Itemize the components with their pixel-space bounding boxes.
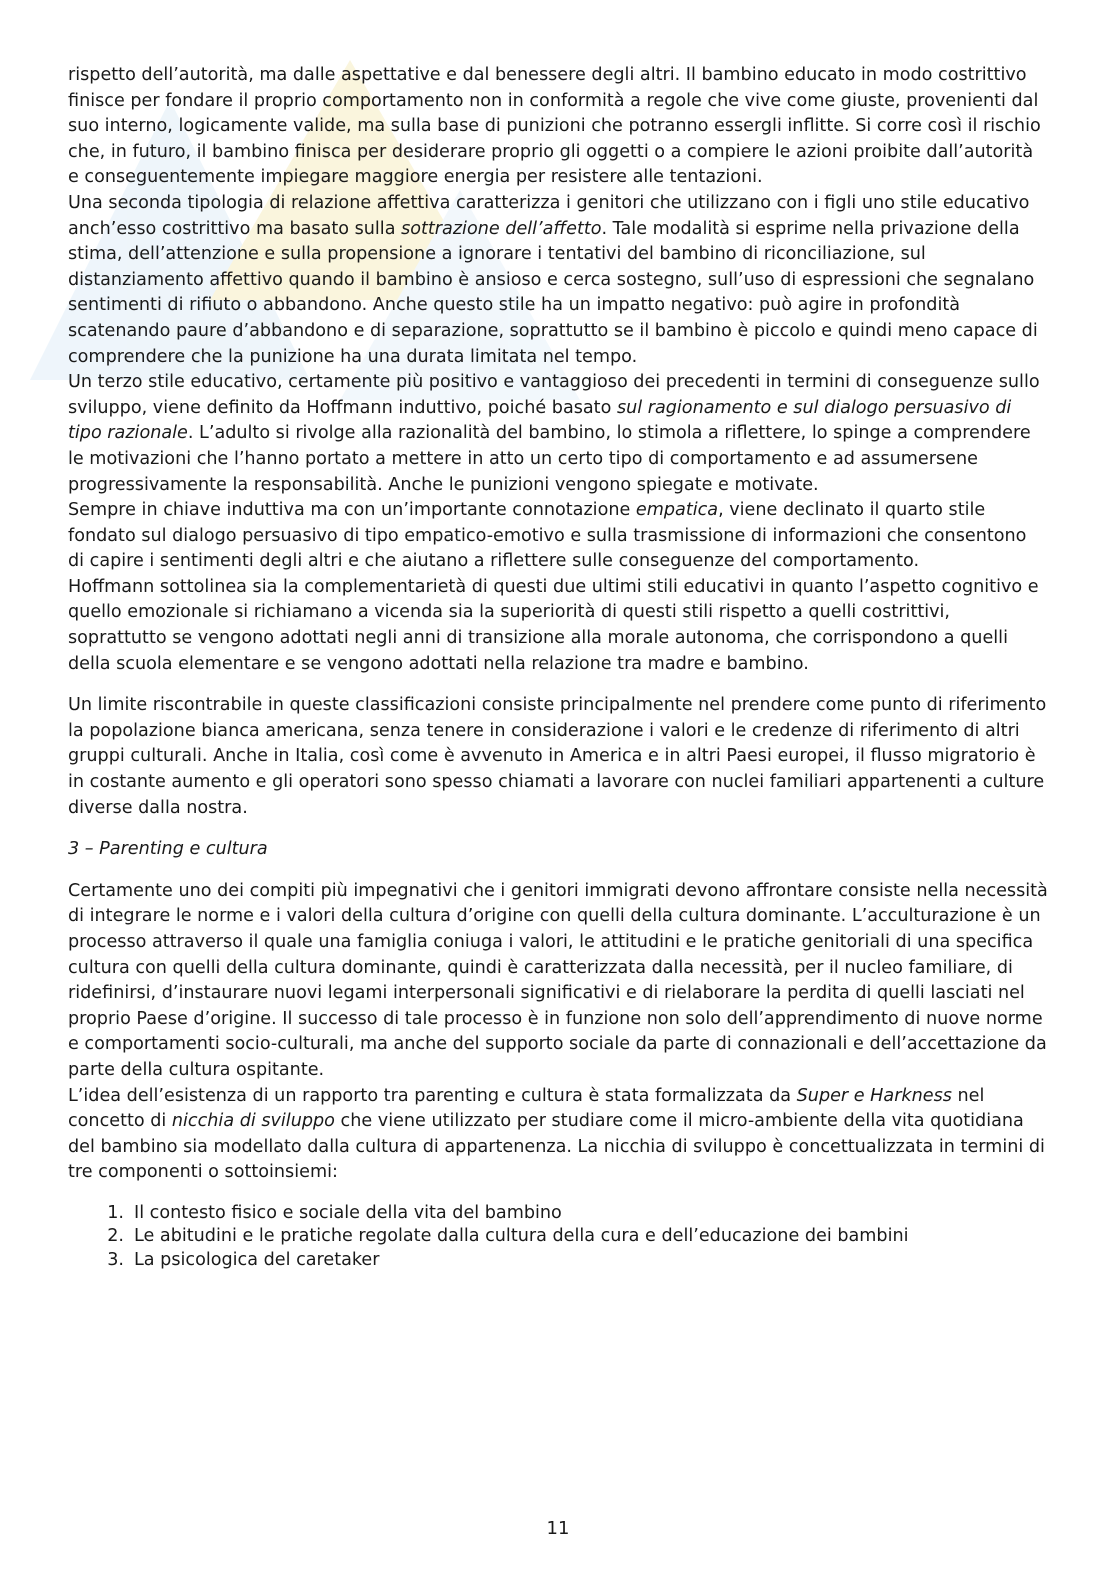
paragraph-gap — [68, 821, 1048, 837]
paragraph-3-emphasis: sul ragionamento e sul dialogo persuasivo di tipo razionale — [68, 397, 1012, 444]
list-item — [68, 1225, 1048, 1249]
list-item — [68, 1249, 1048, 1273]
paragraph-6-text: Un limite riscontrabile in queste classificazioni consiste principalmente nel prendere come punto di riferimento la popolazione bianca americana, senza tenere in considerazione i valori e le credenze di riferimento di altri gruppi culturali. Anche in Italia, così come è avvenuto in America e in altri Paesi europei, il flusso migratorio è in costante aumento e gli operatori sono spesso chiamati a lavorare con nuclei familiari appartenenti a culture diverse dalla nostra. — [68, 695, 1047, 818]
paragraph-2-text-b: . Tale modalità si esprime nella privazione della stima, dell’attenzione e sulla propensione a ignorare i tentativi del bambino di riconciliazione, sul distanziamento affettivo quando il bambino è ansioso e cerca sostegno, sull’uso di espressioni che segnalano sentimenti di rifiuto o abbandono. Anche questo stile ha un impatto negativo: può agire in profondità scatenando paure d’abbandono e di separazione, soprattutto se il bambino è piccolo e quindi meno capace di comprendere che la punizione ha una durata limitata nel tempo. — [68, 218, 1038, 367]
paragraph-5-text: Hoffmann sottolinea sia la complementarietà di questi due ultimi stili educativi in quanto l’aspetto cognitivo e quello emozionale si richiamano a vicenda sia la superiorità di questi stili rispetto a quelli costrittivi, soprattutto se vengono adottati negli anni di transizione alla morale autonoma, che corrispondono a quelli della scuola elementare e se vengono adottati nella relazione tra madre e bambino. — [68, 576, 1039, 674]
paragraph-5 — [68, 575, 1048, 677]
paragraph-4 — [68, 498, 1048, 575]
paragraph-4-text-b: , viene declinato il quarto stile fondato sul dialogo persuasivo di tipo empatico-emotivo e sulla trasmissione di informazioni che consentono di capire i sentimenti degli altri e che aiutano a riflettere sulle conseguenze del comportamento. — [68, 500, 1027, 572]
list-item-number: 3. — [107, 1249, 124, 1270]
paragraph-7-text: Certamente uno dei compiti più impegnativi che i genitori immigrati devono affrontare consiste nella necessità di integrare le norme e i valori della cultura d’origine con quelli della cultura dominante. L’acculturazione è un processo attraverso il quale una famiglia coniuga i valori, le attitudini e le pratiche genitoriali di una specifica cultura con quelli della cultura dominante, quindi è caratterizzata dalla necessità, per il nucleo familiare, di ridefinirsi, d’instaurare nuovi legami interpersonali significativi e di rielaborare la perdita di quelli lasciati nel proprio Paese d’origine. Il successo di tale processo è in funzione non solo dell’apprendimento di nuove norme e comportamenti socio-culturali, ma anche del supporto sociale da parte di connazionali e dell’accettazione da parte della cultura ospitante. — [68, 880, 1048, 1080]
paragraph-8-text-b: nel concetto di — [68, 1085, 985, 1132]
paragraph-8-text-c: che viene utilizzato per studiare come il micro-ambiente della vita quotidiana del bambino sia modellato dalla cultura di appartenenza. La nicchia di sviluppo è concettualizzata in termini di tre componenti o sottoinsiemi: — [68, 1111, 1045, 1183]
paragraph-gap — [68, 863, 1048, 879]
paragraph-2-text-a: Una seconda tipologia di relazione affettiva caratterizza i genitori che utilizzano con i figli uno stile educativo anch’esso costrittivo ma basato sulla — [68, 192, 1030, 239]
paragraph-7 — [68, 879, 1048, 1084]
paragraph-3 — [68, 370, 1048, 498]
document-page — [68, 63, 1048, 1272]
paragraph-2-emphasis: sottrazione dell’affetto — [401, 218, 602, 239]
list-item-text: La psicologica del caretaker — [134, 1249, 380, 1270]
list-item-text: Il contesto fisico e sociale della vita del bambino — [134, 1202, 562, 1223]
list-item-text: Le abitudini e le pratiche regolate dalla cultura della cura e dell’educazione dei bambini — [134, 1226, 909, 1247]
paragraph-2 — [68, 191, 1048, 370]
page-number: 11 — [546, 1518, 570, 1539]
paragraph-3-text-a: Un terzo stile educativo, certamente più positivo e vantaggioso dei precedenti in termini di conseguenze sullo sviluppo, viene definito da Hoffmann induttivo, poiché basato — [68, 372, 1040, 418]
section-heading: 3 – Parenting e cultura — [68, 839, 268, 860]
paragraph-4-text-a: Sempre in chiave induttiva ma con un’importante connotazione — [68, 500, 636, 521]
paragraph-8 — [68, 1084, 1048, 1186]
paragraph-6 — [68, 693, 1048, 821]
paragraph-1 — [68, 63, 1048, 191]
paragraph-8-emphasis-2: nicchia di sviluppo — [171, 1111, 335, 1132]
paragraph-1-text: rispetto dell’autorità, ma dalle aspettative e dal benessere degli altri. Il bambino educato in modo costrittivo finisce per fondare il proprio comportamento non in conformità a regole che vive come giuste, provenienti dal suo interno, logicamente valide, ma sulla base di punizioni che potranno essergli inflitte. Si corre così il rischio che, in futuro, il bambino finisca per desiderare proprio gli oggetti o a compiere le azioni proibite dall’autorità e conseguentemente impiegare maggiore energia per resistere alle tentazioni. — [68, 65, 1041, 188]
paragraph-8-text-a: L’idea dell’esistenza di un rapporto tra parenting e cultura è stata formalizzata da — [68, 1085, 797, 1106]
paragraph-gap — [68, 677, 1048, 693]
components-list — [68, 1202, 1048, 1273]
list-item-number: 2. — [107, 1226, 124, 1247]
paragraph-8-emphasis-1: Super e Harkness — [796, 1085, 952, 1106]
list-item — [68, 1202, 1048, 1226]
paragraph-4-emphasis: empatica — [635, 500, 719, 521]
list-item-number: 1. — [107, 1202, 124, 1223]
paragraph-3-text-b: . L’adulto si rivolge alla razionalità del bambino, lo stimola a riflettere, lo spinge a comprendere le motivazioni che l’hanno portato a mettere in atto un certo tipo di comportamento e ad assumersene progressivamente la responsabilità. Anche le punizioni vengono spiegate e motivate. — [68, 423, 1031, 495]
